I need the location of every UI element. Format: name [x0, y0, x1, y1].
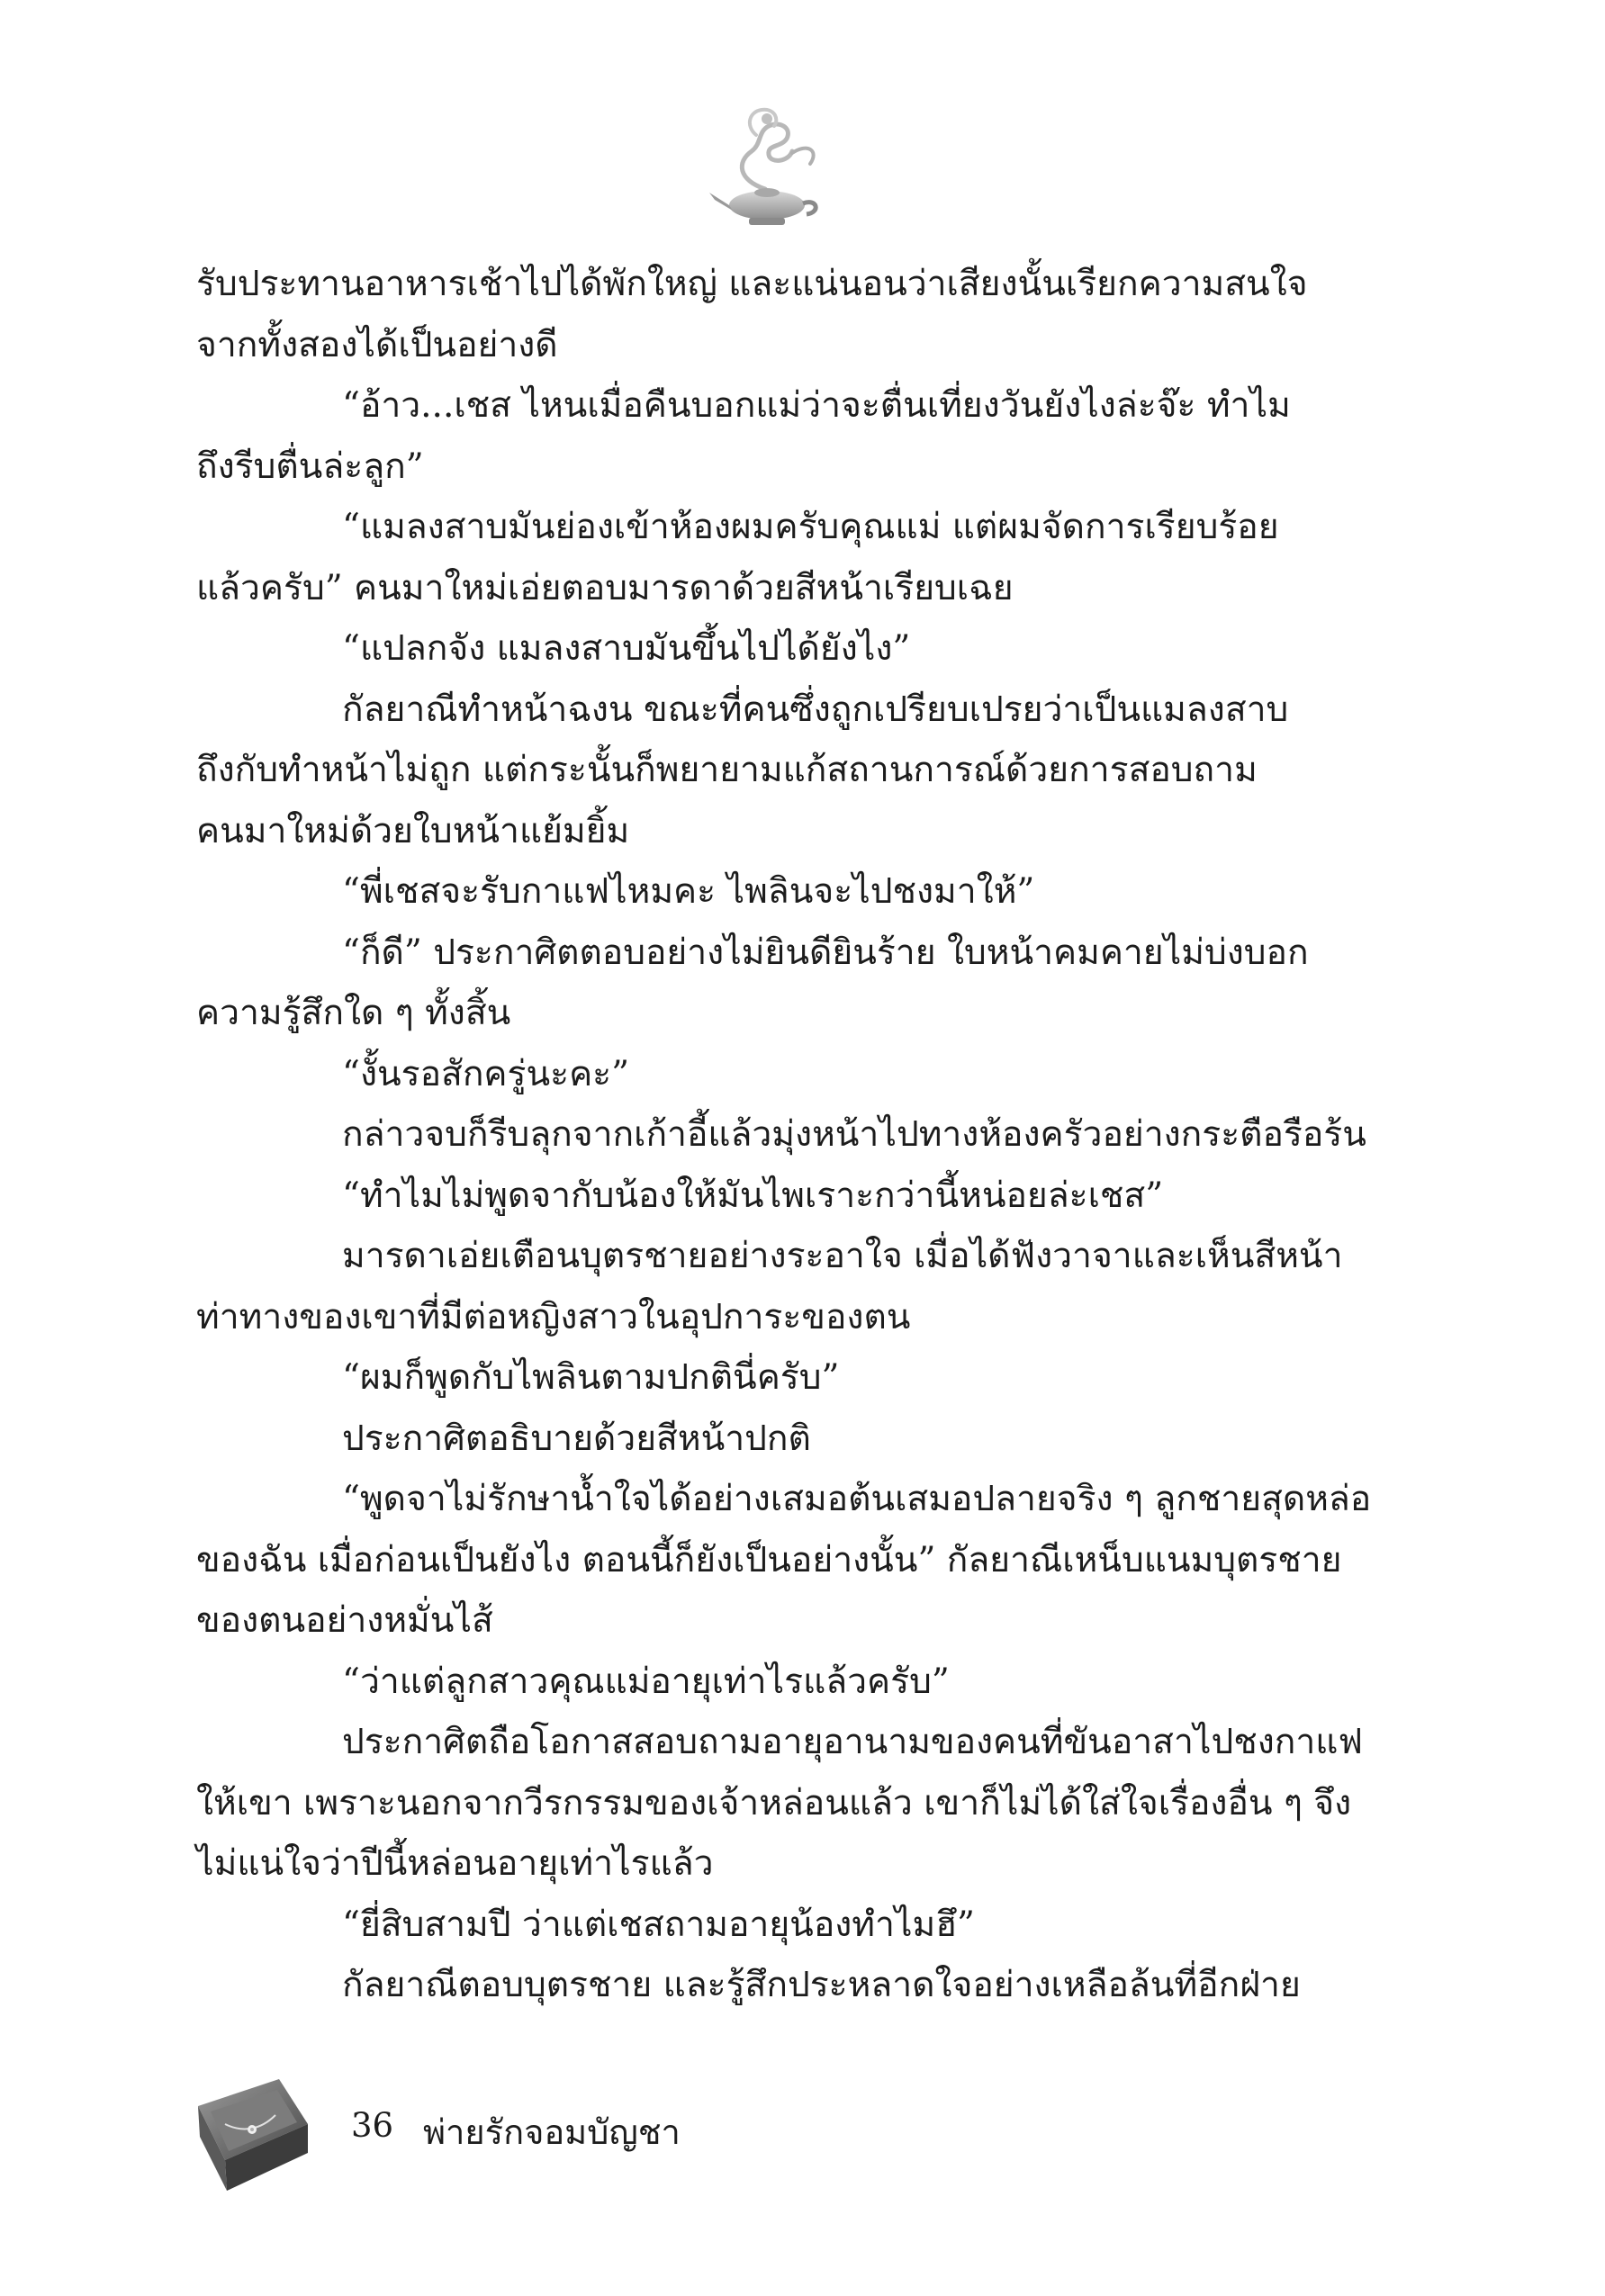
paragraph: “ยี่สิบสามปี ว่าแต่เชสถามอายุน้องทำไมฮึ”	[342, 1904, 975, 1945]
paragraph: ประกาศิตถือโอกาสสอบถามอายุอานามของคนที่ขันอาสาไปชงกาแฟ ให้เขา เพราะนอกจากวีรกรรมของเจ้าหล่อนแล้ว เขาก็ไม่ได้ใส่ใจเรื่องอื่น ๆ จึง ไม่แน่ใจว่าปีนี้หล่อนอายุเท่าไรแล้ว	[196, 1722, 1364, 1884]
paragraph: “แปลกจัง แมลงสาบมันขึ้นไปได้ยังไง”	[342, 628, 911, 669]
paragraph: กล่าวจบก็รีบลุกจากเก้าอี้แล้วมุ่งหน้าไปทางห้องครัวอย่างกระตือรือร้น	[342, 1114, 1366, 1155]
body-text	[196, 254, 1407, 2016]
genie-lamp-icon	[702, 99, 828, 234]
paragraph: กัลยาณีทำหน้าฉงน ขณะที่คนซึ่งถูกเปรียบเปรยว่าเป็นแมลงสาบ ถึงกับทำหน้าไม่ถูก แต่กระนั้นก็พยายามแก้สถานการณ์ด้วยการสอบถาม คนมาใหม่ด้วยใบหน้าแย้มยิ้ม	[196, 689, 1289, 851]
paragraph: กัลยาณีตอบบุตรชาย และรู้สึกประหลาดใจอย่างเหลือล้นที่อีกฝ่าย	[342, 1965, 1301, 2005]
paragraph: “ก็ดี” ประกาศิตตอบอย่างไม่ยินดียินร้าย ใบหน้าคมคายไม่บ่งบอก ความรู้สึกใด ๆ ทั้งสิ้น	[196, 932, 1309, 1033]
page-footer	[189, 2070, 999, 2196]
paragraph: มารดาเอ่ยเตือนบุตรชายอย่างระอาใจ เมื่อได้ฟังวาจาและเห็นสีหน้า ท่าทางของเขาที่มีต่อหญิงสาวในอุปการะของตน	[196, 1236, 1343, 1337]
jewelry-box-icon	[189, 2070, 315, 2196]
paragraph: “อ้าว...เชส ไหนเมื่อคืนบอกแม่ว่าจะตื่นเที่ยงวันยังไงล่ะจ๊ะ ทำไม ถึงรีบตื่นล่ะลูก”	[196, 385, 1291, 487]
paragraph: “แมลงสาบมันย่องเข้าห้องผมครับคุณแม่ แต่ผมจัดการเรียบร้อย แล้วครับ” คนมาใหม่เอ่ยตอบมารดาด้วยสีหน้าเรียบเฉย	[196, 507, 1279, 608]
paragraph: ประกาศิตอธิบายด้วยสีหน้าปกติ	[342, 1418, 811, 1459]
paragraph: “ผมก็พูดกับไพลินตามปกตินี่ครับ”	[342, 1357, 840, 1398]
paragraph: “งั้นรอสักครู่นะคะ”	[342, 1053, 630, 1094]
paragraph: “ทำไมไม่พูดจากับน้องให้มันไพเราะกว่านี้หน่อยล่ะเชส”	[342, 1175, 1164, 1216]
book-title: พ่ายรักจอมบัญชา	[423, 2112, 681, 2152]
paragraph: รับประทานอาหารเช้าไปได้พักใหญ่ และแน่นอนว่าเสียงนั้นเรียกความสนใจ จากทั้งสองได้เป็นอย่างดี	[196, 264, 1308, 365]
page-number: 36	[351, 2106, 394, 2145]
paragraph: “ว่าแต่ลูกสาวคุณแม่อายุเท่าไรแล้วครับ”	[342, 1661, 950, 1702]
paragraph: “พี่เชสจะรับกาแฟไหมคะ ไพลินจะไปชงมาให้”	[342, 871, 1035, 912]
paragraph: “พูดจาไม่รักษาน้ำใจได้อย่างเสมอต้นเสมอปลายจริง ๆ ลูกชายสุดหล่อ ของฉัน เมื่อก่อนเป็นยังไง ตอนนี้ก็ยังเป็นอย่างนั้น” กัลยาณีเหน็บแนมบุตรชาย ของตนอย่างหมั่นไส้	[196, 1479, 1372, 1641]
